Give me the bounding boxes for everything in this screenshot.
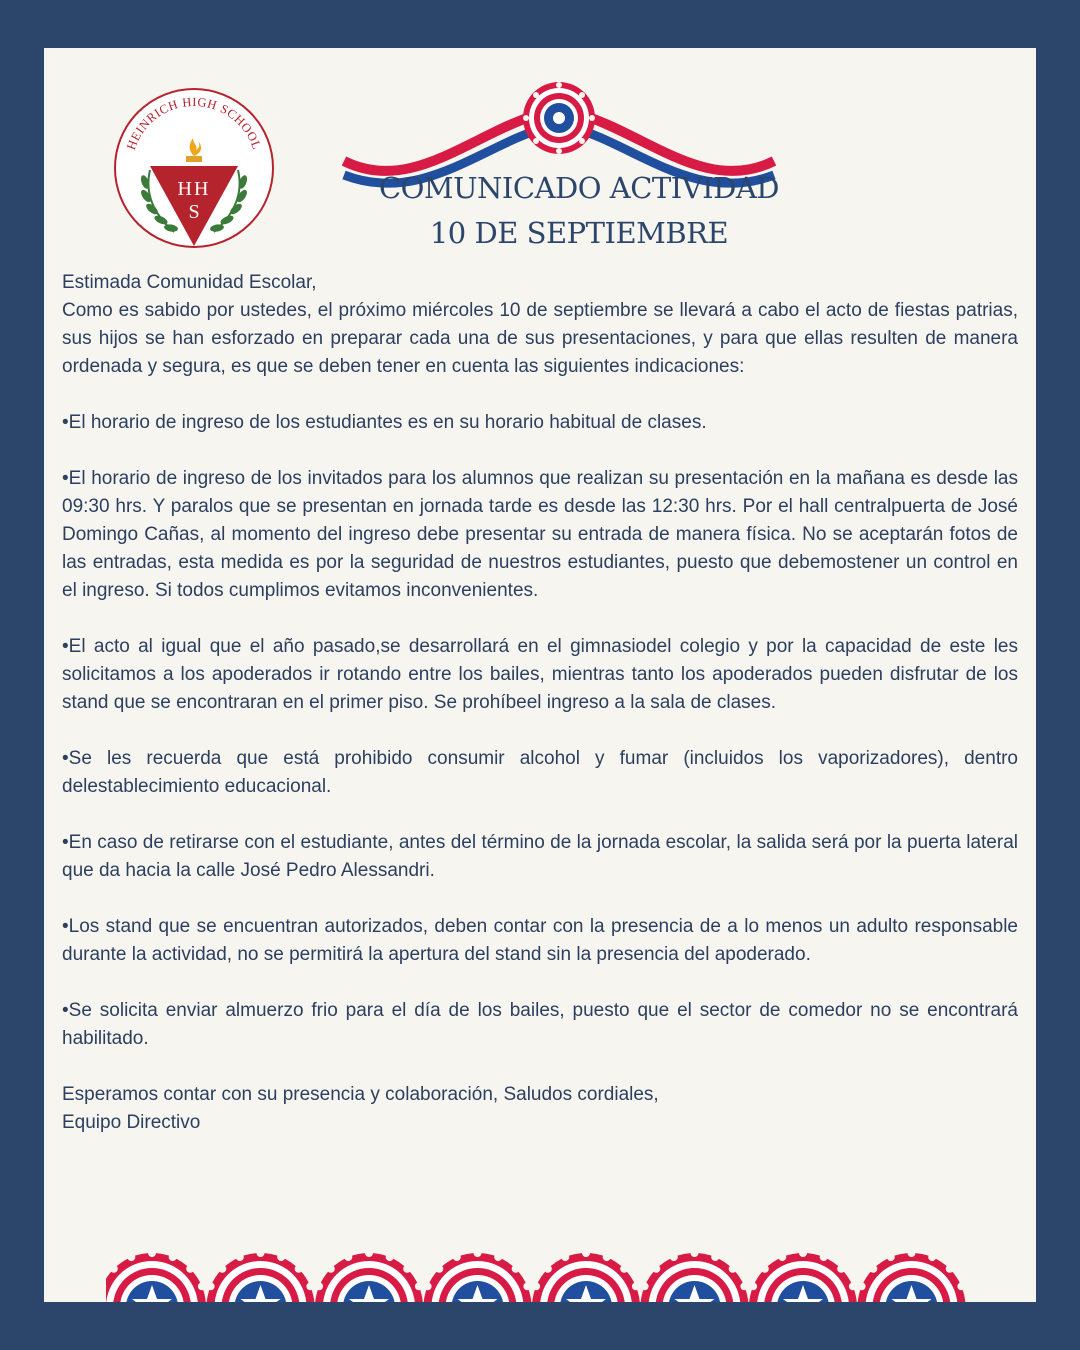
title-line-1: COMUNICADO ACTIVIDAD	[378, 171, 780, 205]
indication-item: •El horario de ingreso de los invitados para los alumnos que realizan su presentación en la mañana es desde las 09:30 hrs. Y paralos que se presentan en jornada tarde es desde las 12:30 hrs. Por el hall centralpuerta de José Domingo Cañas, al momento del ingreso debe presentar su entrada de manera física. No se aceptarán fotos de las entradas, esta medida es por la seguridad de nuestros estudiantes, puesto que debemostener un control en el ingreso. Si todos cumplimos evitamos inconvenientes.	[62, 468, 1018, 601]
closing-line: Esperamos contar con su presencia y colaboración, Saludos cordiales,	[62, 1084, 659, 1105]
announcement-sheet	[44, 48, 1036, 1302]
rosette-border	[106, 1245, 976, 1302]
rosette-ornament	[420, 1249, 536, 1302]
logo-school-name: HEINRICH HIGH SCHOOL	[123, 94, 265, 152]
indication-item: •Se les recuerda que está prohibido consumir alcohol y fumar (incluidos los vaporizadores), dentro delestablecimiento educacional.	[62, 748, 1018, 797]
indication-item: •El acto al igual que el año pasado,se desarrollará en el gimnasiodel colegio y por la capacidad de este les solicitamos a los apoderados ir rotando entre los bailes, mientras tanto los apoderados pueden disfrutar de los stand que se encontraran en el primer piso. Se prohíbeel ingreso a la sala de clases.	[62, 636, 1018, 713]
intro-paragraph: Como es sabido por ustedes, el próximo miércoles 10 de septiembre se llevará a cabo el acto de fiestas patrias, sus hijos se han esforzado en preparar cada una de sus presentaciones, y para que ellas resulten de manera ordenada y segura, es que se deben tener en cuenta las siguientes indicaciones:	[62, 300, 1018, 377]
greeting: Estimada Comunidad Escolar,	[62, 272, 317, 293]
logo-initials-bottom: S	[188, 201, 200, 223]
rosette-ornament	[311, 1249, 427, 1302]
logo-initials-top: HH	[177, 178, 211, 200]
indication-item: •El horario de ingreso de los estudiantes es en su horario habitual de clases.	[62, 412, 707, 433]
announcement-title	[274, 166, 884, 256]
rosette-ornament	[854, 1249, 970, 1302]
rosette-ornament	[637, 1249, 753, 1302]
signature: Equipo Directivo	[62, 1112, 201, 1133]
rosette-ornament	[528, 1249, 644, 1302]
title-line-2: 10 DE SEPTIEMBRE	[429, 216, 729, 250]
letter-body	[62, 269, 1018, 1137]
indication-item: •Los stand que se encuentran autorizados, deben contar con la presencia de a lo menos un adulto responsable durante la actividad, no se permitirá la apertura del stand sin la presencia del apoderado.	[62, 916, 1018, 965]
rosette-ornament	[106, 1249, 210, 1302]
indication-item: •Se solicita enviar almuerzo frio para el día de los bailes, puesto que el sector de comedor no se encontrará habilitado.	[62, 1000, 1018, 1049]
indication-item: •En caso de retirarse con el estudiante, antes del término de la jornada escolar, la salida será por la puerta lateral que da hacia la calle José Pedro Alessandri.	[62, 832, 1018, 881]
rosette-ornament	[745, 1249, 861, 1302]
rosette-ornament	[203, 1249, 319, 1302]
school-logo	[112, 86, 276, 250]
